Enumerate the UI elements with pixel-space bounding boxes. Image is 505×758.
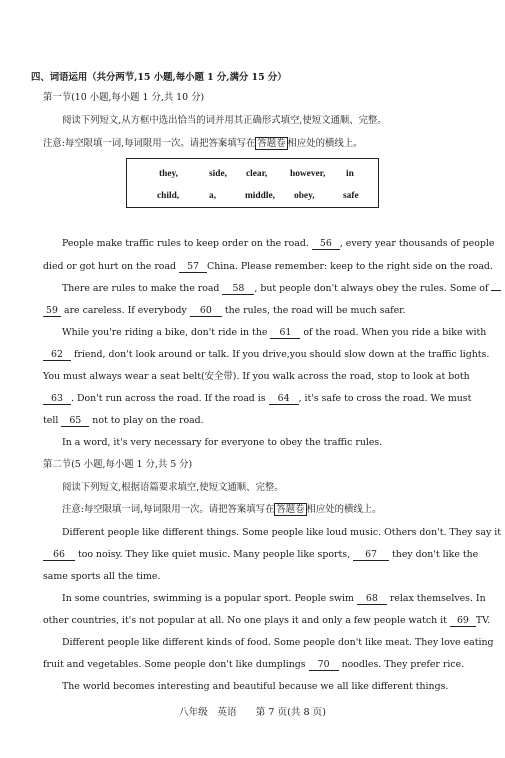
blank-59-start <box>491 290 501 291</box>
blank-62[interactable]: 62 <box>43 349 71 361</box>
word: in <box>346 169 354 179</box>
blank-57[interactable]: 57 <box>179 261 207 273</box>
word: they, <box>159 169 179 179</box>
passage1-line: 62 friend, don't look around or talk. If you drive,you should slow down at the traffic lights. <box>43 349 489 361</box>
word: obey, <box>294 191 315 201</box>
passage2-line: In some countries, swimming is a popular sport. People swim 68 relax themselves. In <box>62 593 486 604</box>
blank-67[interactable]: 67 <box>353 549 389 561</box>
passage1-line: People make traffic rules to keep order on the road. 56 , every year thousands of people <box>62 238 495 249</box>
part1-note: 注意:每空限填一词,每词限用一次。请把答案填写在 答题卷 相应处的横线上。 <box>43 138 363 149</box>
blank-60[interactable]: 60 <box>190 305 222 317</box>
passage1-line: tell 65 not to play on the road. <box>43 415 204 426</box>
word: child, <box>157 191 180 201</box>
answer-sheet-box: 答题卷 <box>276 504 305 515</box>
passage2-line: The world becomes interesting and beautiful because we all like different things. <box>62 681 449 692</box>
blank-65[interactable]: 65 <box>61 415 89 427</box>
blank-68[interactable]: 68 <box>357 593 387 605</box>
section-title: 四、词语运用（共分两节,15 小题,每小题 1 分,满分 15 分） <box>31 72 287 83</box>
blank-70[interactable]: 70 <box>309 659 339 671</box>
word-box <box>126 158 379 208</box>
blank-58[interactable]: 58 <box>222 283 254 295</box>
passage1-line: You must always wear a seat belt(安全带). If you walk across the road, stop to look at both <box>43 371 470 382</box>
part2-instruction: 阅读下列短文,根据语篇要求填空,使短文通顺、完整。 <box>62 482 284 493</box>
answer-sheet-box: 答题卷 <box>257 138 286 149</box>
blank-69[interactable]: 69 <box>450 615 476 627</box>
passage1-line: In a word, it's very necessary for everyone to obey the traffic rules. <box>62 437 383 448</box>
word: side, <box>209 169 227 179</box>
passage1-line: died or got hurt on the road 57 China. Please remember: keep to the right side on the road. <box>43 261 493 272</box>
passage1-line: 59 are careless. If everybody 60 the rules, the road will be much safer. <box>43 305 406 317</box>
part2-note: 注意:每空限填一词,每词限用一次。请把答案填写在 答题卷 相应处的横线上。 <box>62 504 382 515</box>
blank-66[interactable]: 66 <box>43 549 75 561</box>
passage2-line: 66 too noisy. They like quiet music. Many people like sports, 67 they don't like the <box>43 549 478 561</box>
passage1-line: While you're riding a bike, don't ride in the 61 of the road. When you ride a bike with <box>62 327 487 338</box>
passage1-line: 63 . Don't run across the road. If the road is 64 , it's safe to cross the road. We must <box>43 393 471 405</box>
blank-59[interactable]: 59 <box>43 305 61 317</box>
blank-61[interactable]: 61 <box>270 327 300 339</box>
passage2-line: same sports all the time. <box>43 571 161 582</box>
word: however, <box>290 169 326 179</box>
word: a, <box>209 191 217 201</box>
blank-63[interactable]: 63 <box>43 393 71 405</box>
part1-instruction: 阅读下列短文,从方框中选出恰当的词并用其正确形式填空,使短文通顺、完整。 <box>62 115 387 126</box>
word: middle, <box>245 191 275 201</box>
passage1-line: There are rules to make the road 58 , but people don't always obey the rules. Some of <box>62 283 501 295</box>
page-footer: 八年级 英语 第 7 页(共 8 页) <box>178 707 327 718</box>
part1-title: 第一节(10 小题,每小题 1 分,共 10 分) <box>43 92 205 103</box>
part2-title: 第二节(5 小题,每小题 1 分,共 5 分) <box>43 459 193 470</box>
passage2-line: Different people like different kinds of food. Some people don't like meat. They love eating <box>62 637 494 648</box>
word: safe <box>343 191 359 201</box>
blank-64[interactable]: 64 <box>269 393 299 405</box>
passage2-line: fruit and vegetables. Some people don't like dumplings 70 noodles. They prefer rice. <box>43 659 465 670</box>
blank-56[interactable]: 56 <box>312 238 340 250</box>
passage2-line: Different people like different things. Some people like loud music. Others don't. They say it <box>62 527 501 538</box>
word: clear, <box>246 169 268 179</box>
passage2-line: other countries, it's not popular at all. No one plays it and only a few people watch it 69 TV. <box>43 615 491 626</box>
